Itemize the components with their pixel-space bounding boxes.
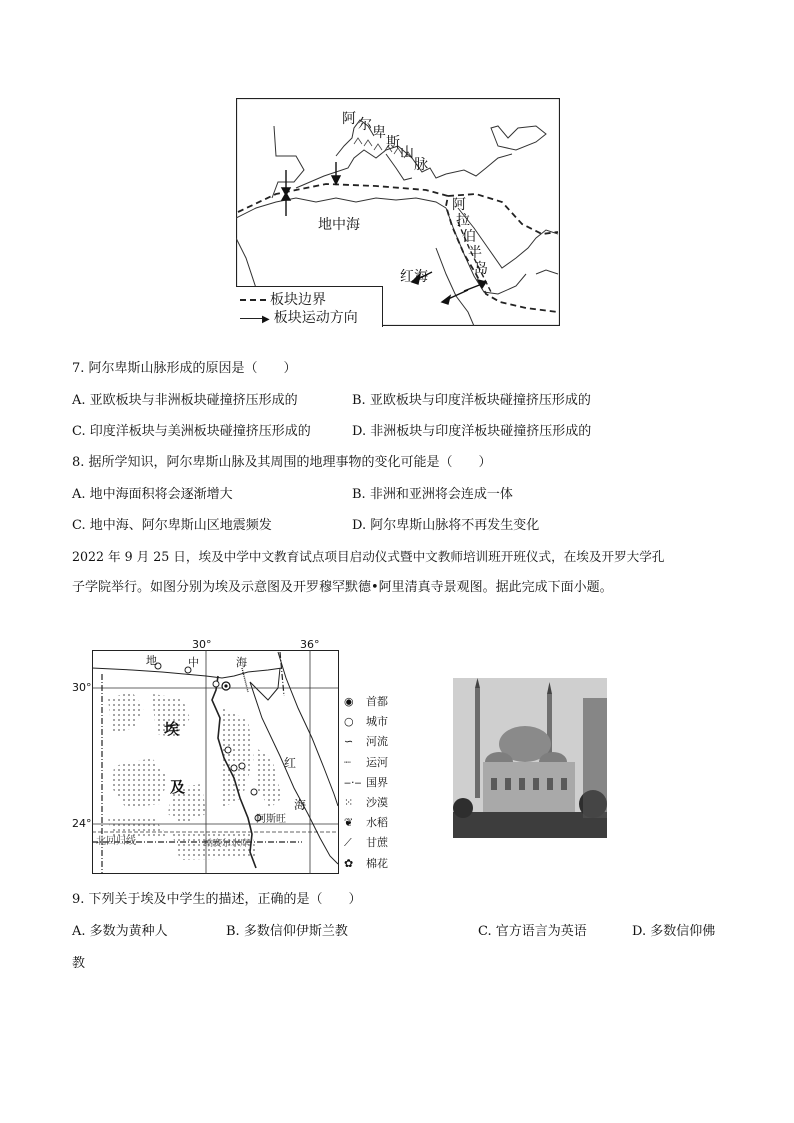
legend-desert (344, 793, 402, 813)
alps-char: 斯 (386, 135, 400, 151)
alps-char: 阿 (342, 111, 356, 127)
peninsula-char: 伯 (462, 229, 476, 245)
dashed-line-icon (240, 299, 266, 301)
q7-option-c[interactable]: C. 印度洋板块与美洲板块碰撞挤压形成的 (72, 424, 311, 439)
alps-char: 尔 (358, 117, 372, 133)
lat-30-label: 30° (72, 681, 92, 694)
rice-icon: ❦ (344, 816, 354, 830)
arrow-icon (240, 318, 262, 319)
q9-option-a[interactable]: A. 多数为黄种人 (72, 924, 168, 939)
lon-36-label: 36° (300, 638, 320, 651)
question-9-stem: 9. 下列关于埃及中学生的描述，正确的是（ ） (72, 892, 362, 907)
legend-sugarcane (344, 833, 402, 853)
q7-option-a[interactable]: A. 亚欧板块与非洲板块碰撞挤压形成的 (72, 393, 298, 408)
intro-line-2: 子学院举行。如图分别为埃及示意图及开罗穆罕默德•阿里清真寺景观图。据此完成下面小题。 (72, 580, 613, 595)
legend-river-label: 河流 (366, 735, 388, 749)
river-icon: ∽ (344, 735, 354, 749)
question-7-stem: 7. 阿尔卑斯山脉形成的原因是（ ） (72, 361, 297, 376)
lake-nasser-label: 纳赛尔水库 (204, 839, 250, 849)
question-8-stem: 8. 据所学知识，阿尔卑斯山脉及其周围的地理事物的变化可能是（ ） (72, 455, 492, 470)
peninsula-char: 岛 (474, 261, 488, 277)
legend-sugarcane-label: 甘蔗 (366, 836, 388, 850)
q9-option-d[interactable]: D. 多数信仰佛 (632, 924, 716, 939)
q8-option-a[interactable]: A. 地中海面积将会逐渐增大 (72, 487, 233, 502)
lon-30-label: 30° (192, 638, 212, 651)
city-icon: ○ (344, 715, 354, 729)
legend-direction: ▶ 板块运动方向 (240, 307, 358, 327)
desert-icon: ⁙ (344, 796, 354, 810)
egypt-char-2: 及 (170, 778, 186, 796)
legend-border-label: 国界 (366, 775, 388, 789)
legend-rice (344, 813, 402, 833)
mosque-illustration (453, 678, 607, 838)
q7-option-b[interactable]: B. 亚欧板块与印度洋板块碰撞挤压形成的 (352, 393, 591, 408)
canal-icon: ┈ (344, 755, 351, 769)
legend-desert-label: 沙漠 (366, 796, 388, 810)
legend-cotton (344, 854, 402, 874)
egypt-char-1: 埃 (164, 720, 180, 738)
mediterranean-label: 地中海 (318, 217, 360, 233)
mediterranean-char-3: 海 (236, 656, 247, 669)
plate-map-legend (236, 286, 383, 327)
legend-direction-label: 板块运动方向 (273, 310, 358, 326)
intro-line-1: 2022 年 9 月 25 日，埃及中学中文教育试点项目启动仪式暨中文教师培训班开班仪式，在埃及开罗大学孔 (72, 549, 665, 564)
legend-canal-label: 运河 (366, 755, 388, 769)
capital-icon: ◉ (344, 695, 354, 708)
legend-city (344, 712, 402, 732)
q9-option-c[interactable]: C. 官方语言为英语 (478, 924, 587, 939)
legend-rice-label: 水稻 (366, 816, 388, 830)
plate-map-figure (236, 98, 560, 326)
peninsula-char: 阿 (452, 197, 466, 213)
legend-border (344, 773, 402, 793)
alps-char: 山 (400, 145, 414, 161)
q9-option-d-continuation: 教 (72, 956, 86, 971)
alps-char: 卑 (372, 125, 386, 141)
legend-river (344, 732, 402, 752)
legend-boundary-label: 板块边界 (270, 292, 326, 308)
q9-option-b[interactable]: B. 多数信仰伊斯兰教 (226, 924, 348, 939)
alps-char: 脉 (414, 157, 428, 173)
legend-canal (344, 753, 402, 773)
q7-option-d[interactable]: D. 非洲板块与印度洋板块碰撞挤压形成的 (352, 424, 592, 439)
q8-option-b[interactable]: B. 非洲和亚洲将会连成一体 (352, 487, 513, 502)
legend-boundary (240, 289, 326, 309)
peninsula-char: 拉 (456, 213, 470, 229)
red-sea-char-1: 红 (284, 756, 297, 770)
egypt-map-figure (72, 638, 402, 874)
egypt-map-legend (344, 692, 402, 874)
mosque-photo (453, 678, 607, 838)
mediterranean-char-1: 地 (146, 654, 157, 667)
q8-option-d[interactable]: D. 阿尔卑斯山脉将不再发生变化 (352, 518, 540, 533)
red-sea-label: 红海 (400, 269, 428, 285)
legend-capital (344, 692, 402, 712)
legend-cotton-label: 棉花 (366, 856, 388, 870)
border-icon: ‒·‒ (344, 775, 362, 789)
lat-24-label: 24° (72, 817, 92, 830)
red-sea-char-2: 海 (294, 798, 307, 812)
legend-city-label: 城市 (366, 715, 388, 729)
aswan-label: 阿斯旺 (256, 814, 286, 825)
legend-capital-label: 首都 (366, 695, 388, 708)
mediterranean-char-2: 中 (188, 656, 199, 669)
q8-option-c[interactable]: C. 地中海、阿尔卑斯山区地震频发 (72, 518, 272, 533)
tropic-label: 北回归线 (96, 836, 136, 847)
sugarcane-icon: ⟋ (344, 836, 352, 850)
cotton-icon: ✿ (344, 856, 354, 870)
peninsula-char: 半 (468, 245, 482, 261)
